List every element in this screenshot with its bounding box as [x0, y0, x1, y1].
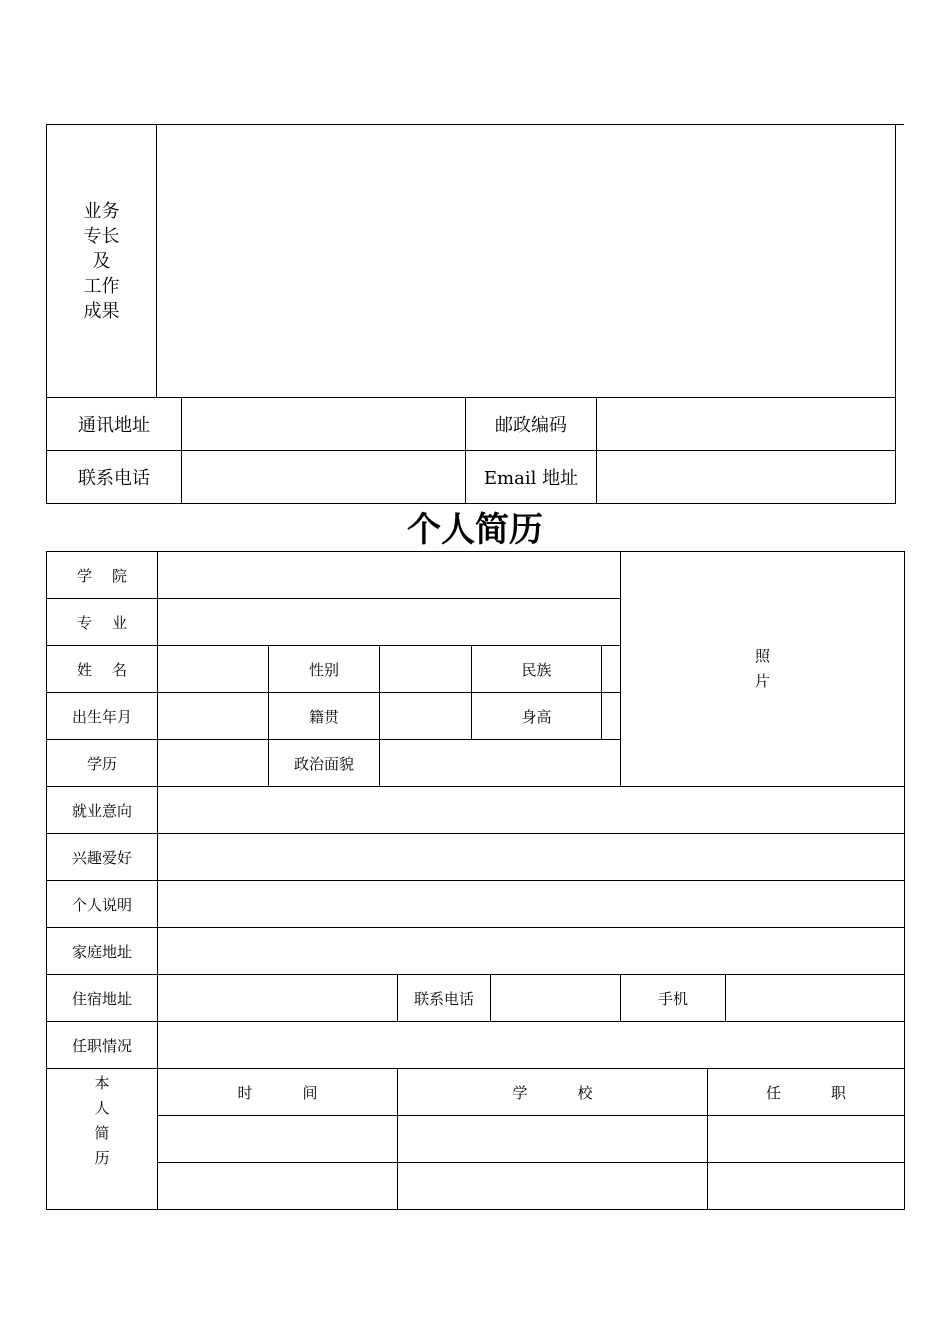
bio-time-header: 时 间 — [158, 1069, 398, 1116]
postal-code-label: 邮政编码 — [466, 398, 597, 451]
ethnicity-field[interactable] — [602, 646, 621, 693]
birth-label: 出生年月 — [47, 693, 158, 740]
bio-school-header: 学 校 — [398, 1069, 708, 1116]
expertise-label: 业务 专长 及 工作 成果 — [47, 125, 157, 398]
native-place-field[interactable] — [380, 693, 472, 740]
contact-phone-label: 联系电话 — [398, 975, 491, 1022]
positions-held-field[interactable] — [158, 1022, 905, 1069]
dorm-address-label: 住宿地址 — [47, 975, 158, 1022]
personal-statement-field[interactable] — [158, 881, 905, 928]
bio-time-cell[interactable] — [158, 1116, 398, 1163]
address-field[interactable] — [182, 398, 466, 451]
page-title: 个人简历 — [407, 510, 543, 550]
home-address-label: 家庭地址 — [47, 928, 158, 975]
height-label: 身高 — [472, 693, 602, 740]
email-label: Email 地址 — [466, 451, 597, 504]
gender-label: 性别 — [269, 646, 380, 693]
bio-school-cell[interactable] — [398, 1116, 708, 1163]
resume-form-table — [46, 551, 905, 1210]
phone-field[interactable] — [182, 451, 466, 504]
experience-contact-table — [46, 124, 896, 504]
personal-statement-label: 个人说明 — [47, 881, 158, 928]
postal-code-field[interactable] — [597, 398, 896, 451]
email-field[interactable] — [597, 451, 896, 504]
bio-label: 本 人 简 历 — [47, 1069, 158, 1210]
education-label: 学历 — [47, 740, 158, 787]
college-field[interactable] — [158, 552, 621, 599]
political-status-label: 政治面貌 — [269, 740, 380, 787]
name-label: 姓 名 — [47, 646, 158, 693]
major-label: 专 业 — [47, 599, 158, 646]
positions-held-label: 任职情况 — [47, 1022, 158, 1069]
expertise-field[interactable] — [157, 125, 896, 398]
major-field[interactable] — [158, 599, 621, 646]
address-label: 通讯地址 — [47, 398, 182, 451]
hobbies-label: 兴趣爱好 — [47, 834, 158, 881]
bio-position-cell[interactable] — [708, 1116, 905, 1163]
hobbies-field[interactable] — [158, 834, 905, 881]
education-field[interactable] — [158, 740, 269, 787]
native-place-label: 籍贯 — [269, 693, 380, 740]
bio-position-header: 任 职 — [708, 1069, 905, 1116]
job-intention-label: 就业意向 — [47, 787, 158, 834]
dorm-address-field[interactable] — [158, 975, 398, 1022]
bio-time-cell[interactable] — [158, 1163, 398, 1210]
birth-field[interactable] — [158, 693, 269, 740]
corner-tick — [895, 124, 904, 125]
phone-label: 联系电话 — [47, 451, 182, 504]
bio-position-cell[interactable] — [708, 1163, 905, 1210]
photo-box[interactable]: 照 片 — [621, 552, 905, 787]
name-field[interactable] — [158, 646, 269, 693]
ethnicity-label: 民族 — [472, 646, 602, 693]
home-address-field[interactable] — [158, 928, 905, 975]
contact-phone-field[interactable] — [491, 975, 621, 1022]
gender-field[interactable] — [380, 646, 472, 693]
mobile-field[interactable] — [726, 975, 905, 1022]
mobile-label: 手机 — [621, 975, 726, 1022]
bio-school-cell[interactable] — [398, 1163, 708, 1210]
college-label: 学 院 — [47, 552, 158, 599]
job-intention-field[interactable] — [158, 787, 905, 834]
height-field[interactable] — [602, 693, 621, 740]
political-status-field[interactable] — [380, 740, 621, 787]
